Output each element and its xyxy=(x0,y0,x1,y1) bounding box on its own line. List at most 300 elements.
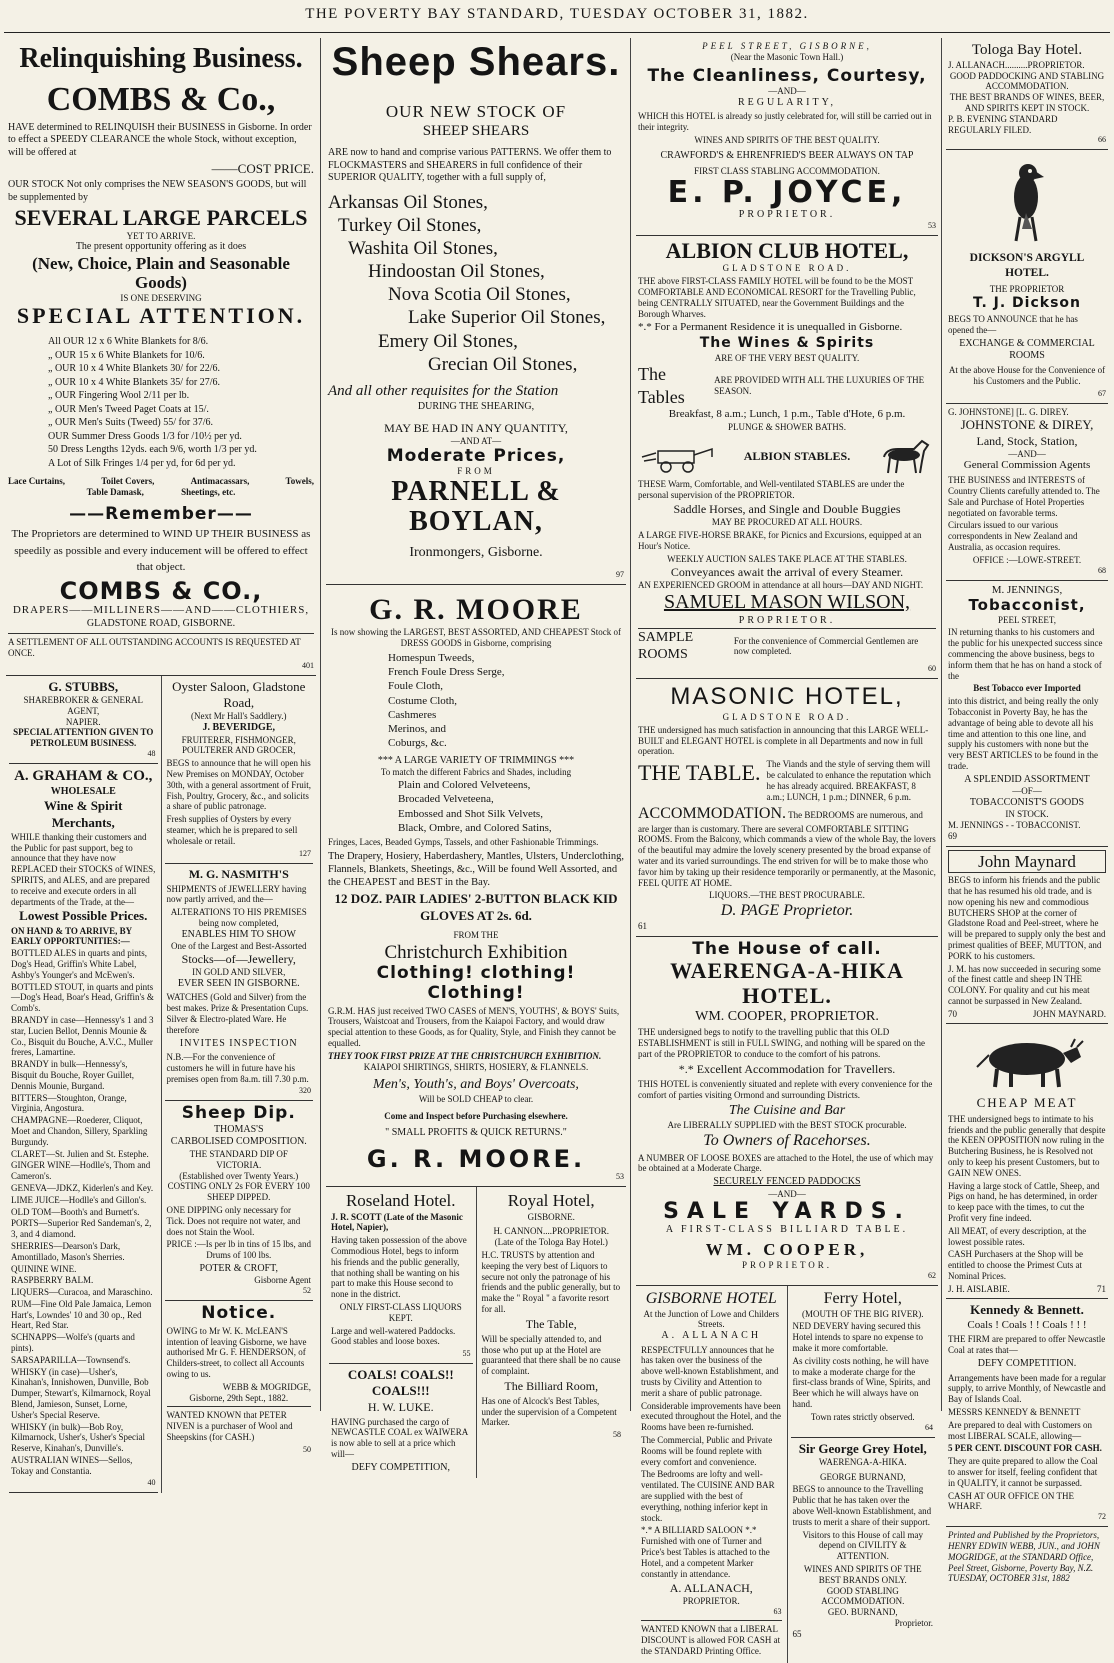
notice-text: OWING to Mr W. K. McLEAN'S intention of leaving Gisborne, we have authorised Mr G. F. HENDERSON, of Childers-street, to collect all Accounts owing to us. xyxy=(166,1325,307,1379)
column-divider xyxy=(630,38,631,1411)
nasmith-name: M. G. NASMITH'S xyxy=(188,866,289,881)
moore-sold: Will be SOLD CHEAP to clear. xyxy=(418,1093,534,1104)
graham-trade: Wine & Spirit Merchants, xyxy=(44,798,123,830)
joyce-cleanliness: The Cleanliness, Courtesy, xyxy=(647,65,927,86)
combs-trades: DRAPERS——MILLINERS——AND——CLOTHIERS, xyxy=(12,603,310,616)
johnstone-and: —AND— xyxy=(1008,448,1046,459)
albion-stables-row xyxy=(638,437,936,477)
advert-number: 55 xyxy=(462,1349,471,1359)
advert-number: 58 xyxy=(613,1430,621,1440)
nasmith-invites: INVITES INSPECTION xyxy=(179,1037,298,1049)
joyce-regularity-text: WHICH this HOTEL is already so justly celebrated for, will still be carried out in their integrity. xyxy=(638,111,932,133)
gisborne-bedrooms: The Bedrooms are lofty and well-ventilated. The CUISINE AND BAR are supplied with the best of everything, nothing inferior kept in stock. xyxy=(641,1469,775,1523)
joyce-near: (Near the Masonic Town Hall.) xyxy=(730,51,844,62)
relinquishing-title: Relinquishing Business. xyxy=(19,43,303,74)
oyster-trade: FRUITERER, FISHMONGER, POULTERER AND GROCER, xyxy=(181,734,296,756)
combs-opportunity: The present opportunity offering as it does xyxy=(75,241,247,253)
combs-stock: OUR STOCK Not only comprises the NEW SEASON'S GOODS, but will be supplemented by xyxy=(8,179,307,203)
list-item: QUININE WINE. xyxy=(11,1263,77,1274)
albion-procured: MAY BE PROCURED AT ALL HOURS. xyxy=(711,517,863,528)
grey-text: BEGS to announce to the Travelling Public that he has taken over the above Well-known Establishment, and trusts to merit a share of their support. xyxy=(792,1484,932,1527)
royal-advert xyxy=(480,1187,624,1444)
gisborne-name-2: A. ALLANACH, xyxy=(669,1581,753,1596)
albion-conveyances: Conveyances await the arrival of every Steamer. xyxy=(670,564,904,579)
albion-name: SAMUEL MASON WILSON, xyxy=(663,591,911,614)
johnstone-agents: General Commission Agents xyxy=(963,459,1091,472)
column-3 xyxy=(636,38,938,1656)
ferry-terms: Town rates strictly observed. xyxy=(810,1411,915,1422)
list-item: Foule Cloth, xyxy=(388,680,444,693)
graham-prices: Lowest Possible Prices. xyxy=(19,908,148,924)
gisborne-text: RESPECTFULLY announces that he has taken over the business of the above well-known Establishment, and trusts by Civility and Attention to merit a share of public patronage. xyxy=(641,1344,779,1398)
list-item: French Foule Dress Serge, xyxy=(388,665,505,678)
moore-fabrics-list xyxy=(328,778,624,835)
list-item: „ OUR Men's Tweed Paget Coats at 15/. xyxy=(48,403,209,415)
nasmith-ever: EVER SEEN IN GISBORNE. xyxy=(177,977,300,989)
list-item: PORTS—Superior Red Sandeman's, 2, 3, and 4 diamond. xyxy=(11,1218,152,1240)
list-item: LIME JUICE—Hodlle's and Gillon's. xyxy=(11,1194,147,1205)
moore-variety: *** A LARGE VARIETY OF TRIMMINGS *** xyxy=(377,754,575,766)
waerenga-house: The House of call. xyxy=(692,938,882,959)
cheap-meat-advert xyxy=(946,1024,1108,1299)
masonic-title: MASONIC HOTEL, xyxy=(670,682,904,710)
kennedy-title: Kennedy & Bennett. xyxy=(970,1302,1084,1318)
dip-std: THE STANDARD DIP OF VICTORIA. xyxy=(189,1148,288,1170)
list-item: Black, Ombre, and Colored Satins, xyxy=(398,821,552,834)
advert-number: 63 xyxy=(773,1607,782,1617)
graham-text: WHILE thanking their customers and the Public for past support, beg to announce that they have now REPLACED their STOCKS of WINES, SPIRITS, and ALES, and are prepared to receive and execute orders in all departments of the Trade, at the— xyxy=(11,831,156,907)
list-item: „ OUR Fingering Wool 2/11 per lb. xyxy=(48,390,190,401)
list-item: BOTTLED ALES in quarts and pints, Dog's Head, Griffin's White Label, Ashby's Younger's and McEwen's. xyxy=(11,948,147,980)
parnell-trade: Ironmongers, Gisborne. xyxy=(409,545,543,561)
combs-parcels: SEVERAL LARGE PARCELS xyxy=(14,205,308,231)
kennedy-text: THE FIRM are prepared to offer Newcastle Coal at rates that— xyxy=(948,1334,1106,1356)
list-item: Sheetings, etc. xyxy=(181,487,236,498)
dickson-title: DICKSON'S ARGYLL HOTEL. xyxy=(969,252,1085,279)
royal-billiard-text: Has one of Alcock's Best Tables, under the supervision of a Competent Marker. xyxy=(481,1395,617,1428)
combs-address: GLADSTONE ROAD, GISBORNE. xyxy=(86,617,236,629)
advert-number: 40 xyxy=(147,1477,156,1487)
col2-lower-right xyxy=(476,1187,627,1478)
albion-advert xyxy=(636,236,938,679)
dickson-name: T. J. Dickson xyxy=(973,294,1081,311)
nasmith-enables: ENABLES HIM TO SHOW xyxy=(181,928,296,940)
list-item: „ OUR 10 x 4 White Blankets 35/ for 27/6. xyxy=(48,376,221,388)
coals-defy: DEFY COMPETITION, xyxy=(351,1461,450,1473)
shears-stock: OUR NEW STOCK OF xyxy=(385,102,567,121)
kennedy-prepared: Are prepared to deal with Customers on most LIBERAL SCALE, allowing— xyxy=(948,1419,1092,1441)
advert-number: 65 xyxy=(792,1628,802,1639)
gisborne-rooms: The Commercial, Public and Private Rooms will be found replete with every comfort and convenience. xyxy=(641,1435,773,1467)
kennedy-discount: 5 PER CENT. DISCOUNT FOR CASH. xyxy=(948,1443,1102,1454)
stubbs-place: NAPIER. xyxy=(65,716,101,727)
advert-number: 64 xyxy=(925,1422,933,1432)
advert-number: 97 xyxy=(616,569,624,579)
list-item: Arkansas Oil Stones, xyxy=(328,191,488,213)
nasmith-alterations: ALTERATIONS TO HIS PREMISES xyxy=(170,907,307,918)
sample-rooms-row xyxy=(638,628,936,664)
shears-title: Sheep Shears. xyxy=(331,40,621,84)
kennedy-defy: DEFY COMPETITION. xyxy=(977,1358,1077,1370)
kennedy-office: CASH AT OUR OFFICE ON THE WHARF. xyxy=(948,1490,1074,1512)
oyster-advert xyxy=(165,676,314,864)
dickson-text: BEGS TO ANNOUNCE that he has opened the— xyxy=(948,314,1078,336)
combs-goods: (New, Choice, Plain and Seasonable Goods) xyxy=(32,253,290,293)
grey-name-2: GEO. BURNAND, xyxy=(827,1607,898,1618)
johnstone-text: THE BUSINESS and INTERESTS of Country Clients carefully attended to. The Sale and Purchase of Hotel Properties negotiated on favorable terms. xyxy=(948,475,1100,518)
advert-number: 66 xyxy=(1098,135,1106,145)
advert-number: 50 xyxy=(303,1444,311,1454)
imprint xyxy=(946,1527,1108,1587)
sheep-dip-advert xyxy=(165,1101,314,1301)
list-item: Costume Cloth, xyxy=(388,694,458,707)
oil-stones-list xyxy=(328,191,624,376)
kennedy-coals: Coals ! Coals ! ! Coals ! ! ! xyxy=(967,1318,1087,1331)
grey-advert xyxy=(791,1438,936,1644)
cheap-meat-footer xyxy=(948,1284,1106,1295)
cheap-meat-name: J. H. AISLABIE. xyxy=(948,1283,1010,1294)
dip-comp: CARBOLISED COMPOSITION. xyxy=(170,1136,307,1148)
dip-dipped: SHEEP DIPPED. xyxy=(207,1192,271,1203)
gisborne-advert xyxy=(639,1286,784,1663)
oyster-text: BEGS to announce that he will open his New Premises on MONDAY, October 30th, with a general assortment of Fruit, Fish, Poultry, Grocery, &c., and solicits a share of public patronage. xyxy=(166,758,311,812)
jennings-advert xyxy=(946,581,1108,847)
royal-place: GISBORNE. xyxy=(527,1211,575,1222)
divider xyxy=(8,633,314,634)
cheap-meat-cash: CASH Purchasers at the Shop will be entitled to choose the Primest Cuts at Nominal Prices. xyxy=(948,1249,1083,1281)
combs-firm: COMBS & Co., xyxy=(46,81,276,118)
list-item: SARSAPARILLA—Townsend's. xyxy=(11,1354,131,1365)
masonic-prop: D. PAGE Proprietor. xyxy=(720,902,854,920)
gisborne-junction: At the Junction of Lowe and Childers Streets. xyxy=(643,1308,779,1330)
oyster-title: Oyster Saloon, Gladstone Road, xyxy=(172,678,306,711)
combs-advert xyxy=(6,38,316,676)
combs-attention: SPECIAL ATTENTION. xyxy=(16,302,306,328)
dickson-above: At the above House for the Convenience of his Customers and the Public. xyxy=(948,364,1106,386)
list-item: Hindoostan Oil Stones, xyxy=(368,261,545,283)
masonic-accom-text xyxy=(638,804,936,888)
list-item: Turkey Oil Stones, xyxy=(338,214,482,236)
advert-number: 401 xyxy=(302,660,314,670)
roseland-stables: Large and well-watered Paddocks. Good stables and loose boxes. xyxy=(331,1325,456,1347)
albion-proprietor: PROPRIETOR. xyxy=(738,615,836,627)
list-item: CHAMPAGNE—Roederer, Cliquot, Moet and Chandon, Sillery, Sparkling Burgundy. xyxy=(11,1115,148,1147)
moore-drapery: The Drapery, Hosiery, Haberdashery, Mantles, Ulsters, Underclothing, Flannels, Blankets, Sheetings, &c., Will be found Well Assorted, and the CHEAPEST and BEST in the Bay. xyxy=(328,851,624,889)
jennings-text: IN returning thanks to his customers and the public for his unexpected success since commencing the above business, begs to inform them that he has on hand a stock of the xyxy=(948,627,1103,681)
albion-stables-text: THESE Warm, Comfortable, and Well-ventilated STABLES are under the personal supervision of the PROPRIETOR. xyxy=(638,478,905,500)
moore-profits: " SMALL PROFITS & QUICK RETURNS." xyxy=(385,1127,567,1139)
royal-name: H. CANNON....PROPRIETOR. xyxy=(493,1226,610,1237)
jennings-of: —OF— xyxy=(1012,786,1042,797)
joyce-beer: CRAWFORD'S & EHRENFRIED'S BEER ALWAYS ON TAP xyxy=(660,149,914,161)
dickson-the: THE PROPRIETOR xyxy=(989,284,1065,295)
col3-lower-right xyxy=(787,1286,939,1663)
nasmith-gold: IN GOLD AND SILVER, xyxy=(192,967,286,978)
moore-exhibition: Christchurch Exhibition xyxy=(384,941,568,963)
shears-requisites: And all other requisites for the Station xyxy=(328,382,559,399)
stubbs-advert xyxy=(9,676,158,764)
roseland-liquors: ONLY FIRST-CLASS LIQUORS KEPT. xyxy=(339,1301,462,1323)
column-2 xyxy=(326,38,626,1473)
waerenga-billiard: A FIRST-CLASS BILLIARD TABLE. xyxy=(665,1223,909,1235)
cheap-meat-text: THE undersigned begs to intimate to his friends and the public generally that despite the KEEN OPPOSITION now ruling in the Butchering Business, he is Resolved not only to keep his present Customers, but to GAIN NEW ONES. xyxy=(948,1113,1106,1178)
list-item: 50 Dress Lengths 12yds. each 9/6, worth 1/3 per yd. xyxy=(48,444,257,455)
sample-rooms-text: For the convenience of Commercial Gentlemen are now completed. xyxy=(733,635,919,657)
maynard-name: JOHN MAYNARD. xyxy=(1032,1008,1106,1019)
shears-shears: SHEEP SHEARS xyxy=(422,123,530,140)
johnstone-trade: Land, Stock, Station, xyxy=(976,433,1078,448)
jennings-title: Tobacconist, xyxy=(968,596,1086,615)
advert-number: 60 xyxy=(928,663,936,673)
grey-visitors: Visitors to this House of call may depend on CIVILITY & ATTENTION. xyxy=(802,1529,923,1562)
advert-number: 320 xyxy=(299,1086,311,1096)
grey-wines: WINES AND SPIRITS OF THE BEST BRANDS ONLY. xyxy=(803,1563,922,1585)
list-item: GINGER WINE—Hodlle's, Thom and Cameron's. xyxy=(11,1160,151,1182)
list-item: BITTERS—Stoughton, Orange, Virginia, Angostura. xyxy=(11,1092,127,1114)
albion-brake: A LARGE FIVE-HORSE BRAKE, for Picnics and Excursions, equipped at an Hour's Notice. xyxy=(638,530,922,552)
moore-clothing: Clothing! clothing! Clothing! xyxy=(376,963,576,1003)
advert-number: 127 xyxy=(299,848,311,858)
dip-agent: POTER & CROFT, xyxy=(199,1262,278,1274)
waerenga-and: —AND— xyxy=(768,1188,806,1199)
waerenga-advert xyxy=(636,937,938,1286)
ferry-mouth: (MOUTH OF THE BIG RIVER). xyxy=(801,1308,924,1319)
tologa-advert xyxy=(946,38,1108,150)
joyce-name: E. P. JOYCE, xyxy=(667,175,907,211)
advert-number: 70 xyxy=(948,1008,957,1019)
masonic-table-text: The Viands and the style of serving them will be calculated to enhance the reputation which he has already acquired. BREAKFAST, 8 a.m.; LUNCH, 1 p.m.; DINNER, 6 p.m. xyxy=(766,759,931,802)
graham-hand: ON HAND & TO ARRIVE, BY EARLY OPPORTUNITIES:— xyxy=(11,925,132,947)
list-item: OLD TOM—Booth's and Burnett's. xyxy=(11,1206,140,1217)
tologa-files: P. B. EVENING STANDARD REGULARLY FILED. xyxy=(948,113,1058,135)
dip-name: THOMAS'S xyxy=(213,1123,264,1135)
masonic-liquors: LIQUORS.—THE BEST PROCURABLE. xyxy=(709,890,865,901)
masonic-text: THE undersigned has much satisfaction in announcing that this LARGE WELL-BUILT and ELEGANT HOTEL is complete in all Departments and now in full operation. xyxy=(638,724,929,757)
coals-name: H. W. LUKE. xyxy=(367,1399,434,1414)
list-item: CLARET—St. Julien and St. Estephe. xyxy=(11,1148,149,1159)
roseland-title: Roseland Hotel. xyxy=(345,1191,456,1211)
albion-groom: AN EXPERIENCED GROOM in attendance at all hours—DAY AND NIGHT. xyxy=(638,579,924,590)
list-item: Cashmeres xyxy=(388,708,437,721)
moore-gloves: 12 DOZ. PAIR LADIES' 2-BUTTON BLACK KID GLOVES AT 2s. 6d. xyxy=(334,891,618,923)
list-item: OUR Summer Dress Goods 1/3 for /10½ per yd. xyxy=(48,430,242,442)
divider xyxy=(641,1620,782,1621)
advert-number: 67 xyxy=(1098,388,1106,398)
moore-match: To match the different Fabrics and Shades, including xyxy=(380,767,572,778)
coals-advert xyxy=(329,1364,473,1478)
moore-text: Is now showing the LARGEST, BEST ASSORTED, AND CHEAPEST Stock of DRESS GOODS in Gisborne, comprising xyxy=(331,627,621,648)
tologa-best: THE BEST BRANDS OF WINES, BEER, AND SPIRITS KEPT IN STOCK. xyxy=(949,92,1105,113)
ferry-text: NED DEVERY having secured this Hotel intends to spare no expense to make it more comfortable. xyxy=(792,1321,923,1353)
masthead-rule xyxy=(4,32,1110,33)
advert-number: 48 xyxy=(147,749,156,759)
list-item: WHISKY (in case)—Usher's, Kinahan's, Innishowen, Dunville, Bob Dumper, Stewart's, Kilmarnock, Royal Blend, Jamieson, Sunset, Lorne, Usher's Special Reserve. xyxy=(11,1366,151,1420)
jennings-text-2: into this district, and being really the only Tobacconist in Poverty Bay, he has the advantage of being able to devote all his time and attention to this one line, and supply his customers with none but the very BEST ARTICLES to be found in the trade. xyxy=(948,696,1099,771)
moore-grm: G.R.M. HAS just received TWO CASES of MEN'S, YOUTHS', & BOYS' Suits, Trousers, Waistcoat and Trousers, from the Kaiapoi Factory, and would draw special attention to these Goods, as for Quality, Style, and Finish they cannot be equalled. xyxy=(328,1005,620,1048)
nasmith-one: One of the Largest and Best-Assorted xyxy=(170,941,307,952)
remember-heading: ——Remember—— xyxy=(69,503,253,524)
kennedy-advert xyxy=(946,1299,1108,1527)
kennedy-messrs: MESSRS KENNEDY & BENNETT xyxy=(948,1406,1081,1417)
dickson-exchange: EXCHANGE & COMMERCIAL ROOMS xyxy=(959,337,1095,362)
waerenga-paddocks: SECURELY FENCED PADDOCKS xyxy=(713,1176,861,1188)
parnell-firm: PARNELL & BOYLAN, xyxy=(391,476,561,537)
albion-meals: Breakfast, 8 a.m.; Lunch, 1 p.m., Table d'Hote, 6 p.m. xyxy=(668,408,906,421)
coach-icon xyxy=(638,437,718,477)
shears-during: DURING THE SHEARING, xyxy=(417,400,535,412)
list-item: BRANDY in bulk—Hennessy's, Bisquit du Bouche, Royer Guillet, Dennis Mounie, Burgand. xyxy=(11,1059,134,1091)
johnstone-names: G. JOHNSTONE] [L. G. DIREY. xyxy=(948,406,1069,417)
tologa-name: J. ALLANACH..........PROPRIETOR. xyxy=(948,59,1085,70)
cheap-meat-meat: All MEAT, of every description, at the lowest possible rates. xyxy=(948,1225,1087,1247)
waerenga-excellent: *.* Excellent Accommodation for Travellers. xyxy=(678,1061,896,1076)
gisborne-saloon: *.* A BILLIARD SALOON *.* Furnished with one of Turner and Price's best Tables is attached to the Hotel, and a competent Marker constantly in attendance. xyxy=(641,1525,770,1579)
waerenga-title: WAERENGA-A-HIKA HOTEL. xyxy=(670,958,904,1008)
notice-advert xyxy=(165,1301,314,1459)
settlement-notice: A SETTLEMENT OF ALL OUTSTANDING ACCOUNTS IS REQUESTED AT ONCE. xyxy=(8,637,301,658)
albion-tables: The Tables xyxy=(638,364,685,407)
dip-est: (Established over Twenty Years.) xyxy=(179,1170,299,1181)
jennings-goods: TOBACCONIST'S GOODS xyxy=(969,796,1085,808)
wanted-text: WANTED KNOWN that PETER NIVEN is a purchaser of Wool and Sheepskins (for CASH.) xyxy=(166,1410,293,1442)
column-4 xyxy=(946,38,1108,1584)
jennings-stock: IN STOCK. xyxy=(1005,809,1049,820)
column-divider xyxy=(320,38,321,1411)
cheap-meat-having: Having a large stock of Cattle, Sheep, and Pigs on hand, he has determined, in order to keep pace with the times, to cut the Profit very fine indeed. xyxy=(948,1180,1100,1223)
advert-number: 69 xyxy=(948,831,957,842)
gisborne-improvements: Considerable improvements have been executed throughout the Hotel, and the Rooms have been re-furnished. xyxy=(641,1400,781,1433)
albion-road: GLADSTONE ROAD. xyxy=(722,263,852,274)
waerenga-prop: PROPRIETOR. xyxy=(741,1259,833,1270)
moore-name: G. R. MOORE xyxy=(369,592,583,626)
combs-firm-2: COMBS & CO., xyxy=(59,576,263,605)
royal-title: Royal Hotel, xyxy=(507,1191,595,1211)
masonic-road: GLADSTONE ROAD. xyxy=(722,711,852,722)
list-item: Grecian Oil Stones, xyxy=(428,353,578,375)
johnstone-office: OFFICE :—LOWE-STREET. xyxy=(972,554,1082,565)
joyce-advert xyxy=(636,38,938,236)
list-item: Washita Oil Stones, xyxy=(348,237,498,259)
list-item: Lace Curtains, xyxy=(8,476,65,486)
roseland-name: J. R. SCOTT (Late of the Masonic Hotel, Napier), xyxy=(331,1211,463,1233)
coals-text: HAVING purchased the cargo of NEWCASTLE COAL ex WAIWERA is now able to sell at a price which will— xyxy=(331,1416,468,1459)
royal-table-text: Will be specially attended to, and those who put up at the Hotel are guaranteed that there shall be no cause of complaint. xyxy=(481,1333,621,1377)
gisborne-name: A. ALLANACH xyxy=(661,1330,762,1342)
jennings-name: M. JENNINGS, xyxy=(991,583,1063,596)
divider xyxy=(167,1406,312,1407)
tologa-title: Tologa Bay Hotel. xyxy=(971,42,1083,58)
list-item: Towels, xyxy=(285,476,314,486)
gisborne-title: GISBORNE HOTEL xyxy=(645,1289,777,1307)
coals-title: COALS! COALS!! COALS!!! xyxy=(347,1367,454,1399)
moore-goods-list xyxy=(328,651,624,751)
blanket-list xyxy=(8,336,314,470)
grey-stabling: GOOD STABLING ACCOMMODATION. xyxy=(821,1585,905,1607)
moore-fringes: Fringes, Laces, Beaded Gymps, Tassels, and other Fashionable Trimmings. xyxy=(328,837,599,848)
waerenga-boxes: A NUMBER OF LOOSE BOXES are attached to the Hotel, the use of which may be obtained at a Moderate Charge. xyxy=(638,1152,934,1174)
masthead: THE POVERTY BAY STANDARD, TUESDAY OCTOBER 31, 1882. xyxy=(305,6,809,22)
ferry-civility: As civility costs nothing, he will have to make a moderate charge for the first-class brands of Wine, Spirits, and Beer which he will always have on hand. xyxy=(792,1355,931,1409)
items-row xyxy=(8,487,314,498)
list-item: AUSTRALIAN WINES—Sellos, Tokay and Constantia. xyxy=(11,1455,133,1476)
dip-title: Sheep Dip. xyxy=(181,1103,296,1124)
shears-quantity: MAY BE HAD IN ANY QUANTITY, xyxy=(384,421,568,436)
ferry-advert xyxy=(791,1286,936,1438)
list-item: SHERRIES—Dearson's Dark, Amontillado, Mason's Sherries. xyxy=(11,1240,125,1262)
advert-number: 71 xyxy=(1097,1283,1106,1294)
roseland-advert xyxy=(329,1187,473,1364)
joyce-wines: WINES AND SPIRITS OF THE BEST QUALITY. xyxy=(694,135,880,146)
bird-icon xyxy=(1002,157,1052,247)
shears-advert xyxy=(326,38,626,585)
moore-kaiapoi: KAIAPOI SHIRTINGS, SHIRTS, HOSIERY, & FLANNELS. xyxy=(363,1061,589,1072)
grey-name: GEORGE BURNAND, xyxy=(820,1471,906,1482)
nasmith-completed: being now completed, xyxy=(198,917,279,928)
col1-lower-right xyxy=(161,676,317,1493)
jennings-street: PEEL STREET, xyxy=(998,614,1056,625)
nasmith-nb: N.B.—For the convenience of customers he will in future have his premises open from 8a.m. till 7.30 p.m. xyxy=(166,1052,309,1084)
advert-number: 53 xyxy=(616,1172,624,1182)
joyce-regularity: REGULARITY, xyxy=(737,96,837,108)
masonic-advert xyxy=(636,679,938,937)
kennedy-trust: They are quite prepared to allow the Coal to answer for itself, feeling confident that in QUALITY, it cannot be surpassed. xyxy=(948,1456,1098,1488)
stubbs-role: SHAREBROKER & GENERAL AGENT, xyxy=(23,695,143,716)
albion-text: THE above FIRST-CLASS FAMILY HOTEL will be found to be the MOST COMFORTABLE AND ECONOMICAL RESORT for the Travelling Public, being CENTRALLY SITUATED, near the Government Buildings and the Borough Wharves. xyxy=(638,276,916,319)
oyster-name: J. BEVERIDGE, xyxy=(202,722,275,734)
johnstone-circulars: Circulars issued to our various correspondents in New Zealand and Australia, as occasion requires. xyxy=(948,520,1078,552)
dickson-advert xyxy=(946,150,1108,403)
waerenga-owners: To Owners of Racehorses. xyxy=(703,1131,871,1149)
grey-prop: Proprietor. xyxy=(894,1617,933,1628)
waerenga-situated: THIS HOTEL is conveniently situated and replete with every convenience for the comfort of parties visiting Ormond and surrounding Districts. xyxy=(638,1078,933,1100)
list-item: „ OUR Men's Suits (Tweed) 55/ for 37/6. xyxy=(48,417,213,428)
list-item: „ OUR 10 x 4 White Blankets 30/ for 22/6. xyxy=(48,363,221,374)
royal-table: The Table, xyxy=(525,1316,577,1331)
list-item: Nova Scotia Oil Stones, xyxy=(388,284,571,306)
shears-moderate: Moderate Prices, xyxy=(386,445,566,466)
moore-overcoats: Men's, Youth's, and Boys' Overcoats, xyxy=(373,1077,579,1093)
shears-and-at: —AND AT— xyxy=(450,436,502,447)
masonic-table-row xyxy=(638,759,936,802)
list-item: SCHNAPPS—Wolfe's (quarts and pints). xyxy=(11,1332,135,1354)
albion-auction: WEEKLY AUCTION SALES TAKE PLACE AT THE STABLES. xyxy=(667,553,907,564)
nasmith-stocks: Stocks—of—Jewellery, xyxy=(181,952,296,967)
moore-from-the: FROM THE xyxy=(453,929,499,940)
list-item: GENEVA—JDKZ, Kiderlen's and Key. xyxy=(11,1182,154,1193)
joyce-and: —AND— xyxy=(768,86,806,97)
sample-rooms-title: SAMPLE ROOMS xyxy=(638,629,694,663)
royal-late: (Late of the Tologa Bay Hotel.) xyxy=(494,1237,608,1248)
jennings-sign: M. JENNINGS - - TOBACCONIST. xyxy=(948,820,1081,831)
maynard-footer xyxy=(948,1009,1106,1020)
waerenga-sale: SALE YARDS. xyxy=(663,1198,911,1224)
list-item: Plain and Colored Velveteens, xyxy=(398,779,531,792)
roseland-text: Having taken possession of the above Commodious Hotel, begs to inform his friends and the public generally, that nothing shall be wanting on his part to make this House second to none in the district. xyxy=(331,1235,467,1300)
col1-lower xyxy=(6,676,316,1493)
waerenga-text: THE undersigned begs to notify to the travelling public that this OLD ESTABLISHMENT is still in FULL SWING, and nothing will be spared on the part of the PROPRIETOR to conduce to the comfort of his patrons. xyxy=(638,1027,926,1059)
list-item: Merinos, and xyxy=(388,723,447,736)
wanted-discount: WANTED KNOWN that a LIBERAL DISCOUNT is allowed FOR CASH at the STANDARD Printing Office. xyxy=(641,1624,781,1656)
horse-icon xyxy=(876,437,936,477)
advert-number: 62 xyxy=(928,1270,936,1280)
wind-up-text: The Proprietors are determined to WIND UP THEIR BUSINESS as speedily as possible and every inducement will be offered to effect that object. xyxy=(11,528,311,574)
bullock-icon xyxy=(967,1031,1087,1091)
maynard-advert xyxy=(946,847,1108,1025)
johnstone-firm: JOHNSTONE & DIREY, xyxy=(960,417,1094,433)
list-item: Toilet Covers, xyxy=(101,476,155,486)
column-divider xyxy=(941,38,942,1411)
advert-number: 53 xyxy=(928,221,936,231)
